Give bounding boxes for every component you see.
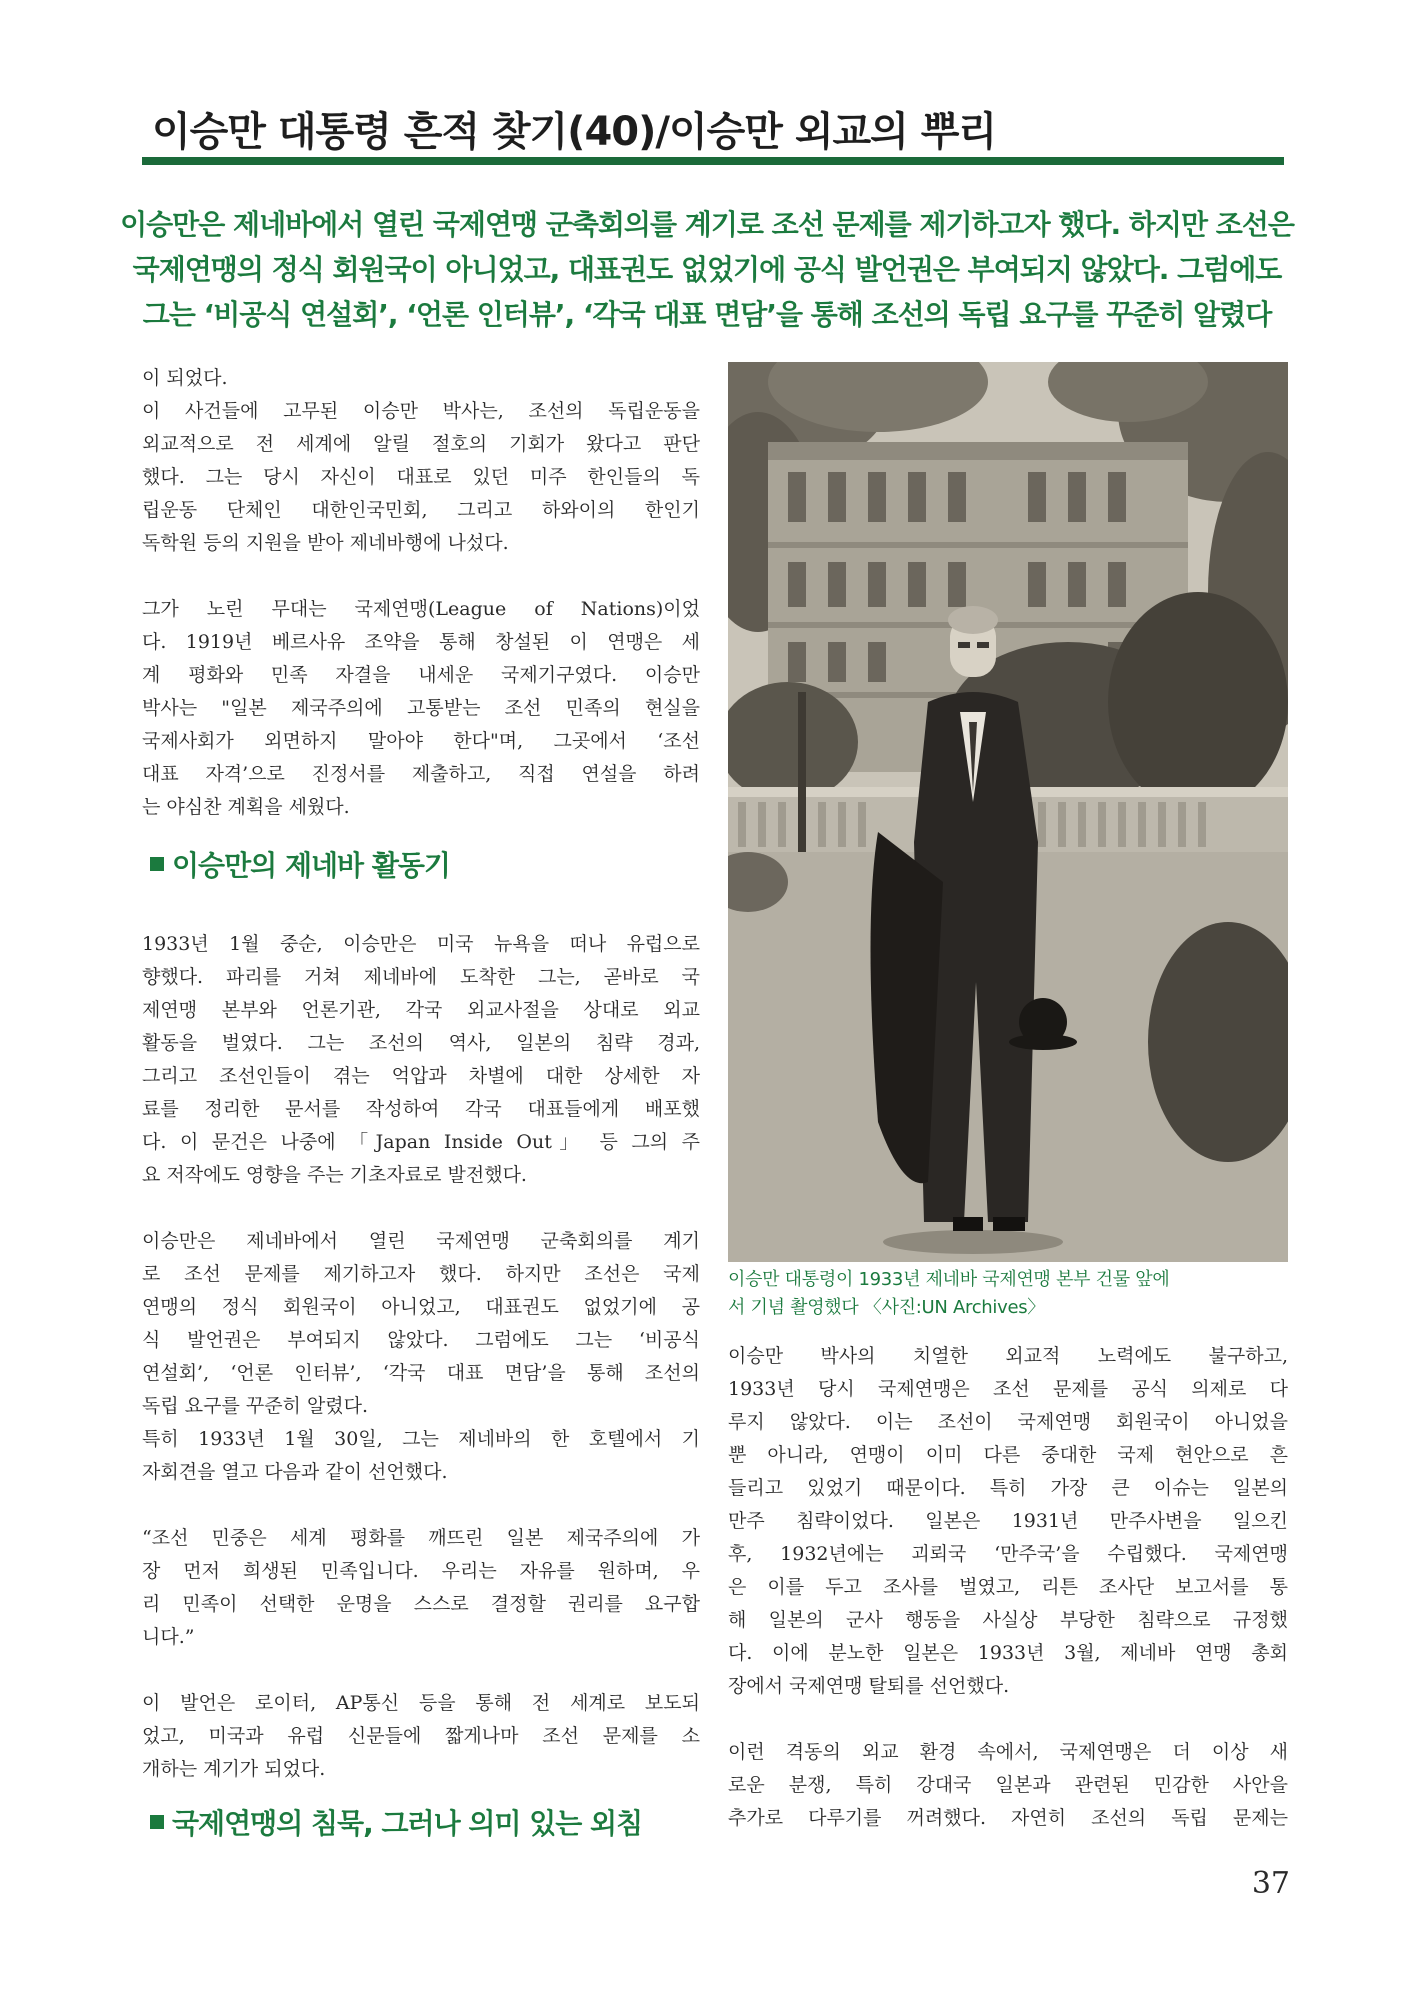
text-line: 장 먼저 희생된 민족입니다. 우리는 자유를 원하며, 우 [142,1560,700,1582]
text-line: 대표 자격’으로 진정서를 제출하고, 직접 연설을 하려 [142,763,700,785]
paragraph [142,593,700,824]
text-line: 특히 1933년 1월 30일, 그는 제네바의 한 호텔에서 기 [142,1428,700,1450]
text-line: 해 일본의 군사 행동을 사실상 부당한 침략으로 규정했 [728,1609,1288,1631]
left-column [142,362,700,1886]
text-line: 외교적으로 전 세계에 알릴 절호의 기회가 왔다고 판단 [142,433,700,455]
paragraph [142,362,700,560]
text-line: 이승만은 제네바에서 열린 국제연맹 군축회의를 계기 [142,1230,700,1252]
text-line: 다. 1919년 베르사유 조약을 통해 창설된 이 연맹은 세 [142,631,700,653]
text-line: 은 이를 두고 조사를 벌였고, 리튼 조사단 보고서를 통 [728,1576,1288,1598]
text-line: 독학원 등의 지원을 받아 제네바행에 나섰다. [142,532,509,554]
text-line: 니다.” [142,1626,195,1648]
text-line: 장에서 국제연맹 탈퇴를 선언했다. [728,1675,1010,1697]
text-line: 리 민족이 선택한 운명을 스스로 결정할 권리를 요구합 [142,1593,700,1615]
text-line: 했다. 그는 당시 자신이 대표로 있던 미주 한인들의 독 [142,466,700,488]
section-heading [142,1786,700,1858]
text-line: 이 발언은 로이터, AP통신 등을 통해 전 세계로 보도되 [142,1692,700,1714]
text-line: 연맹의 정식 회원국이 아니었고, 대표권도 없었기에 공 [142,1296,700,1318]
text-line: 었고, 미국과 유럽 신문들에 짧게나마 조선 문제를 소 [142,1725,700,1747]
text-line: 계 평화와 민족 자결을 내세운 국제기구였다. 이승만 [142,664,700,686]
text-line: 개하는 계기가 되었다. [142,1758,326,1780]
text-line: 1933년 1월 중순, 이승만은 미국 뉴욕을 떠나 유럽으로 [142,933,700,955]
text-line: 제연맹 본부와 언론기관, 각국 외교사절을 상대로 외교 [142,999,700,1021]
text-line: 그가 노린 무대는 국제연맹(League of Nations)이었 [142,598,700,620]
photo-caption [728,1266,1288,1322]
text-line: 다. 이 문건은 나중에 「Japan Inside Out」 등 그의 주 [142,1131,700,1153]
text-line: 만주 침략이었다. 일본은 1931년 만주사변을 일으킨 [728,1510,1288,1532]
section-heading [142,828,700,900]
text-line: 립운동 단체인 대한인국민회, 그리고 하와이의 한인기 [142,499,700,521]
paragraph [142,928,700,1192]
text-line: 박사는 "일본 제국주의에 고통받는 조선 민족의 현실을 [142,697,701,719]
page-number: 37 [1251,1866,1290,1901]
text-line: 활동을 벌였다. 그는 조선의 역사, 일본의 침략 경과, [142,1032,700,1054]
lede-line: 이승만은 제네바에서 열린 국제연맹 군축회의를 계기로 조선 문제를 제기하고자 했다. 하지만 조선은 [120,208,1294,241]
text-line: “조선 민중은 세계 평화를 깨뜨린 일본 제국주의에 가 [142,1527,700,1549]
paragraph [728,1736,1288,1835]
text-line: 식 발언권은 부여되지 않았다. 그럼에도 그는 ‘비공식 [142,1329,700,1351]
text-line: 로 조선 문제를 제기하고자 했다. 하지만 조선은 국제 [142,1263,700,1285]
lede-line: 그는 ‘비공식 연설회’, ‘언론 인터뷰’, ‘각국 대표 면담’을 통해 조선의 독립 요구를 꾸준히 알렸다 [142,298,1272,331]
photo-illustration [728,362,1288,1262]
text-line: 연설회’, ‘언론 인터뷰’, ‘각국 대표 면담’을 통해 조선의 [142,1362,700,1384]
text-line: 그리고 조선인들이 겪는 억압과 차별에 대한 상세한 자 [142,1065,700,1087]
text-line: 이런 격동의 외교 환경 속에서, 국제연맹은 더 이상 새 [728,1741,1288,1763]
text-line: 국제사회가 외면하지 말아야 한다"며, 그곳에서 ‘조선 [142,730,700,752]
text-line: 요 저작에도 영향을 주는 기초자료로 발전했다. [142,1164,527,1186]
text-line: 이 되었다. [142,367,228,389]
text-line: 자회견을 열고 다음과 같이 선언했다. [142,1461,448,1483]
text-line: 향했다. 파리를 거쳐 제네바에 도착한 그는, 곧바로 국 [142,966,700,988]
paragraph [142,1687,700,1786]
text-line: 이 사건들에 고무된 이승만 박사는, 조선의 독립운동을 [142,400,700,422]
square-bullet-icon [150,857,164,871]
archival-photo [728,362,1288,1262]
lede-line: 국제연맹의 정식 회원국이 아니었고, 대표권도 없었기에 공식 발언권은 부여되지 않았다. 그럼에도 [132,253,1282,286]
section-heading-label: 이승만의 제네바 활동기 [172,849,450,882]
text-line: 독립 요구를 꾸준히 알렸다. [142,1395,369,1417]
text-line: 이승만 박사의 치열한 외교적 노력에도 불구하고, [728,1345,1288,1367]
text-line: 뿐 아니라, 연맹이 이미 다른 중대한 국제 현안으로 흔 [728,1444,1288,1466]
lede-summary [100,202,1314,337]
paragraph [728,1340,1288,1703]
header-divider [142,157,1284,165]
text-line: 들리고 있었기 때문이다. 특히 가장 큰 이슈는 일본의 [728,1477,1288,1499]
section-heading-label: 국제연맹의 침묵, 그러나 의미 있는 외침 [172,1807,643,1840]
quote [142,1522,700,1654]
text-line: 1933년 당시 국제연맹은 조선 문제를 공식 의제로 다 [728,1378,1288,1400]
caption-line: 서 기념 촬영했다 〈사진:UN Archives〉 [728,1297,1046,1318]
square-bullet-icon [150,1815,164,1829]
text-line: 로운 분쟁, 특히 강대국 일본과 관련된 민감한 사안을 [728,1774,1288,1796]
page-title: 이승만 대통령 흔적 찾기(40)/이승만 외교의 뿌리 [152,109,996,155]
text-line: 는 야심찬 계획을 세웠다. [142,796,350,818]
caption-line: 이승만 대통령이 1933년 제네바 국제연맹 본부 건물 앞에 [728,1269,1170,1290]
paragraph [142,1225,700,1489]
text-line: 루지 않았다. 이는 조선이 국제연맹 회원국이 아니었을 [728,1411,1288,1433]
right-column [728,1340,1288,1835]
text-line: 후, 1932년에는 괴뢰국 ‘만주국’을 수립했다. 국제연맹 [728,1543,1288,1565]
text-line: 추가로 다루기를 꺼려했다. 자연히 조선의 독립 문제는 [728,1807,1288,1829]
text-line: 다. 이에 분노한 일본은 1933년 3월, 제네바 연맹 총회 [728,1642,1288,1664]
text-line: 료를 정리한 문서를 작성하여 각국 대표들에게 배포했 [142,1098,700,1120]
